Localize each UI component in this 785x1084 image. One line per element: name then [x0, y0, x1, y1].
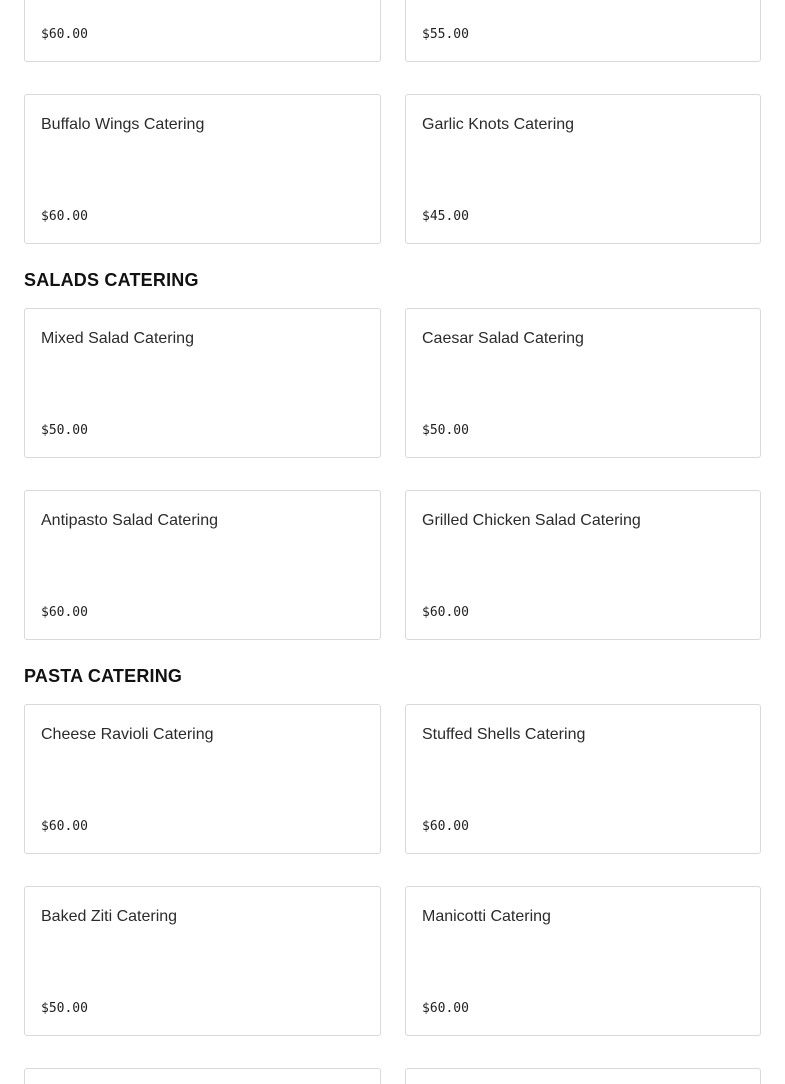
menu-item-price: $55.00 [422, 27, 469, 42]
menu-item-card[interactable] [405, 490, 761, 640]
menu-item-card[interactable] [405, 0, 761, 62]
menu-item-price: $60.00 [422, 819, 469, 834]
menu-item-name: Antipasto Salad Catering [41, 512, 218, 529]
menu-item-price: $50.00 [422, 423, 469, 438]
menu-item-card[interactable] [24, 1068, 381, 1084]
menu-item-name: Cheese Ravioli Catering [41, 726, 214, 743]
menu-item-name: Mixed Salad Catering [41, 330, 194, 347]
menu-item-card[interactable] [405, 704, 761, 854]
menu-item-price: $60.00 [41, 209, 88, 224]
menu-item-card[interactable] [24, 490, 381, 640]
menu-item-price: $60.00 [422, 1001, 469, 1016]
menu-item-card[interactable] [24, 0, 381, 62]
menu-item-price: $60.00 [41, 27, 88, 42]
menu-item-price: $60.00 [41, 819, 88, 834]
menu-item-price: $60.00 [422, 605, 469, 620]
menu-item-price: $50.00 [41, 423, 88, 438]
section-title-pasta: PASTA CATERING [24, 666, 183, 686]
section-title-salads: SALADS CATERING [24, 270, 199, 290]
menu-item-card[interactable] [405, 1068, 761, 1084]
menu-item-card[interactable] [24, 308, 381, 458]
menu-item-card[interactable] [24, 886, 381, 1036]
menu-item-name: Garlic Knots Catering [422, 116, 575, 133]
menu-item-price: $45.00 [422, 209, 469, 224]
menu-item-card[interactable] [405, 308, 761, 458]
menu-item-card[interactable] [405, 886, 761, 1036]
menu-item-name: Baked Ziti Catering [41, 908, 178, 925]
menu-item-card[interactable] [24, 704, 381, 854]
menu-item-name: Stuffed Shells Catering [422, 726, 586, 743]
menu-item-name: Grilled Chicken Salad Catering [422, 512, 641, 529]
menu-item-price: $60.00 [41, 605, 88, 620]
menu-item-card[interactable] [405, 94, 761, 244]
menu-item-name: Manicotti Catering [422, 908, 551, 925]
menu-item-name: Caesar Salad Catering [422, 330, 584, 347]
menu-item-name: Buffalo Wings Catering [41, 116, 205, 133]
menu-item-price: $50.00 [41, 1001, 88, 1016]
menu-item-card[interactable] [24, 94, 381, 244]
